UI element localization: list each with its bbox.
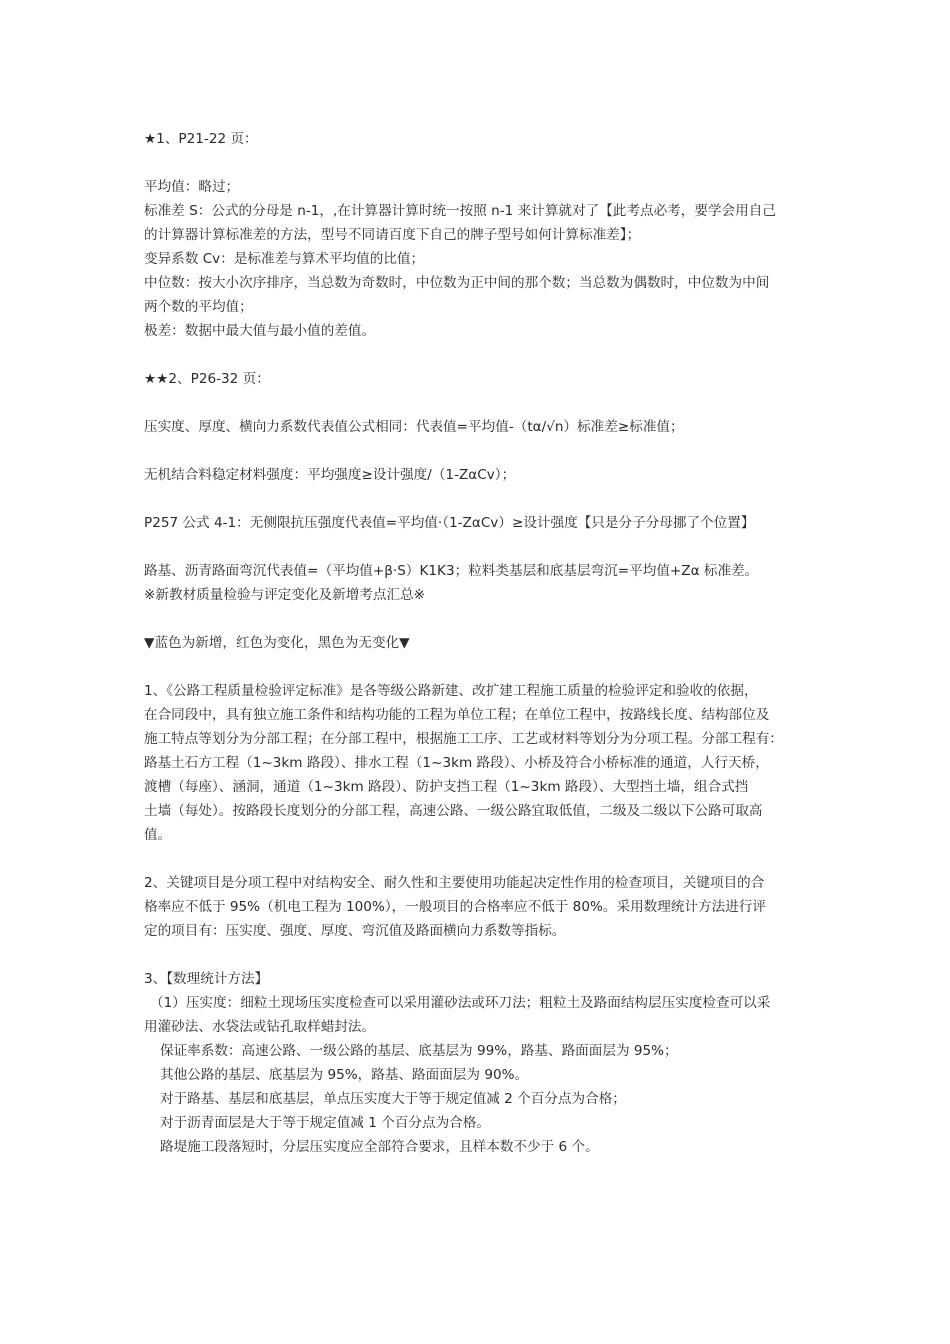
spacer [144, 439, 814, 463]
section2-paragraph: P257 公式 4-1：无侧限抗压强度代表值=平均值·（1-ZαCv）≥设计强度【只是分子分母挪了个位置】 [144, 515, 755, 531]
item3-sub1-line: （1）压实度：细粒土现场压实度检查可以采用灌砂法或环刀法；粗粒土及路面结构层压实度检查可以采 [150, 995, 771, 1011]
spacer [144, 535, 814, 559]
item1-line: 在合同段中，具有独立施工条件和结构功能的工程为单位工程；在单位工程中，按路线长度、结构部位及 [144, 707, 770, 723]
item3-detail-line: 对于沥青面层是大于等于规定值减 1 个百分点为合格。 [160, 1115, 490, 1131]
item1-line: 渡槽（每座）、涵洞，通道（1~3km 路段）、防护支挡工程（1~3km 路段）、大型挡土墙，组合式挡 [144, 779, 749, 795]
item2-line: 定的项目有：压实度、强度、厚度、弯沉值及路面横向力系数等指标。 [144, 923, 566, 939]
item3-heading: 3、【数理统计方法】 [144, 971, 269, 987]
item1-line: 施工特点等划分为分部工程；在分部工程中，根据施工工序、工艺或材料等划分为分项工程。分部工程有： [144, 731, 783, 747]
item3-sub1-line: 用灌砂法、水袋法或钻孔取样蜡封法。 [144, 1019, 376, 1035]
item3-detail-line: 其他公路的基层、底基层为 95%，路基、路面面层为 90%。 [160, 1067, 529, 1083]
section1-line: 的计算器计算标准差的方法，型号不同请百度下自己的牌子型号如何计算标准差】； [144, 227, 641, 243]
spacer [144, 343, 814, 367]
spacer [144, 391, 814, 415]
spacer [144, 655, 814, 679]
section2-paragraph: 无机结合料稳定材料强度：平均强度≥设计强度/（1-ZαCv）； [144, 467, 516, 483]
section2-paragraph: 路基、沥青路面弯沉代表值=（平均值+β·S）K1K3；粒料类基层和底基层弯沉=平均值+Zα 标准差。 [144, 563, 759, 579]
document-page [144, 127, 814, 1159]
spacer [144, 607, 814, 631]
item2-line: 格率应不低于 95%（机电工程为 100%），一般项目的合格率应不低于 80%。采用数理统计方法进行评 [144, 899, 767, 915]
spacer [144, 487, 814, 511]
section2-paragraph: 压实度、厚度、横向力系数代表值公式相同：代表值=平均值-（tα/√n）标准差≥标准值； [144, 419, 684, 435]
section1-line: 两个数的平均值； [144, 299, 253, 315]
item3-detail-line: 保证率系数：高速公路、一级公路的基层、底基层为 99%，路基、路面面层为 95%； [160, 1043, 678, 1059]
spacer [144, 847, 814, 871]
item1-line: 值。 [144, 827, 172, 843]
spacer [144, 943, 814, 967]
color-legend: ▼蓝色为新增，红色为变化，黑色为无变化▼ [144, 635, 410, 651]
section2-heading: ★★2、P26-32 页： [144, 371, 270, 387]
item3-detail-line: 路堤施工段落短时，分层压实度应全部符合要求，且样本数不少于 6 个。 [160, 1139, 599, 1155]
item2-line: 2、关键项目是分项工程中对结构安全、耐久性和主要使用功能起决定性作用的检查项目，关键项目的合 [144, 875, 765, 891]
spacer [144, 151, 814, 175]
item1-line: 1、《公路工程质量检验评定标准》是各等级公路新建、改扩建工程施工质量的检验评定和验收的依据， [144, 683, 758, 699]
section1-line: 中位数：按大小次序排序，当总数为奇数时，中位数为正中间的那个数；当总数为偶数时，中位数为中间 [144, 275, 770, 291]
section2-paragraph: ※新教材质量检验与评定变化及新增考点汇总※ [144, 587, 426, 603]
item1-line: 土墙（每处）。按路段长度划分的分部工程，高速公路、一级公路宜取低值，二级及二级以下公路可取高 [144, 803, 763, 819]
item1-line: 路基土石方工程（1~3km 路段）、排水工程（1~3km 路段）、小桥及符合小桥标准的通道，人行天桥， [144, 755, 769, 771]
section1-heading: ★1、P21-22 页： [144, 131, 258, 147]
section1-line: 变异系数 Cv：是标准差与算术平均值的比值； [144, 251, 425, 267]
section1-line: 极差：数据中最大值与最小值的差值。 [144, 323, 376, 339]
section1-line: 标准差 S：公式的分母是 n-1，,在计算器计算时统一按照 n-1 来计算就对了【此考点必考，要学会用自己 [144, 203, 776, 219]
item3-detail-line: 对于路基、基层和底基层，单点压实度大于等于规定值减 2 个百分点为合格； [160, 1091, 626, 1107]
section1-line: 平均值：略过； [144, 179, 240, 195]
